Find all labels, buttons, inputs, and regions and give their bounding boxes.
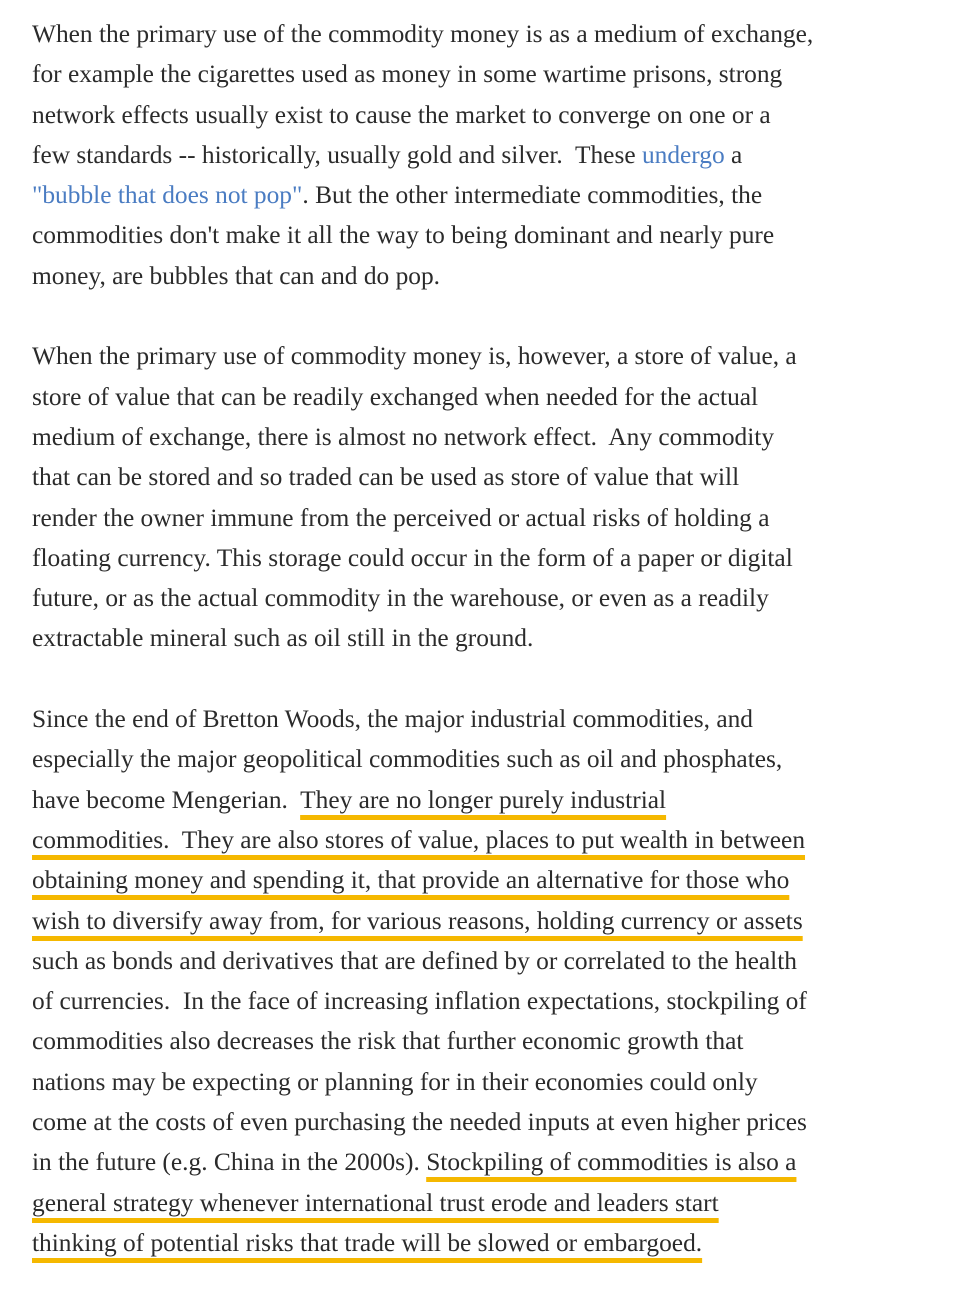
text-line [32,780,952,820]
text-line: When the primary use of the commodity money is as a medium of exchange, [32,20,814,48]
text-line: Since the end of Bretton Woods, the major industrial commodities, and [32,705,753,734]
text-line [32,1142,952,1182]
highlighted-text: thinking of potential risks that trade will be slowed or embargoed. [32,1228,703,1257]
highlighted-text: Stockpiling of commodities is also a [426,1148,797,1177]
text-line: future, or as the actual commodity in the warehouse, or even as a readily [32,584,769,613]
highlighted-text: obtaining money and spending it, that provide an alternative for those who [32,866,790,895]
text-segment: a [724,140,743,169]
text-line [32,175,952,215]
text-line: for example the cigarettes used as money in some wartime prisons, strong [32,60,783,89]
paragraph [32,14,952,296]
inline-link[interactable]: "bubble that does not pop" [32,181,303,210]
text-segment: in the future (e.g. China in the 2000s). [32,1148,427,1177]
text-line: money, are bubbles that can and do pop. [32,261,441,290]
text-line: commodities also decreases the risk that further economic growth that [32,1027,744,1056]
text-segment: few standards -- historically, usually gold and silver. These [32,140,642,169]
text-line: render the owner immune from the perceived or actual risks of holding a [32,503,770,532]
text-line: of currencies. In the face of increasing inflation expectations, stockpiling of [32,987,807,1016]
text-line [32,901,952,941]
text-line: such as bonds and derivatives that are defined by or correlated to the health [32,946,797,975]
highlighted-text: general strategy whenever international trust erode and leaders start [32,1188,719,1217]
text-line: medium of exchange, there is almost no network effect. Any commodity [32,422,775,451]
text-line: floating currency. This storage could occur in the form of a paper or digital [32,543,793,572]
highlighted-text: They are no longer purely industrial [300,785,667,814]
highlighted-text: commodities. They are also stores of value, places to put wealth in between [32,825,806,854]
text-segment: have become Mengerian. [32,785,301,814]
text-line: store of value that can be readily exchanged when needed for the actual [32,382,759,411]
text-line: network effects usually exist to cause the market to converge on one or a [32,100,771,129]
article-body [32,14,952,1304]
paragraph [32,699,952,1263]
text-line: nations may be expecting or planning for in their economies could only [32,1067,758,1096]
text-line [32,1183,952,1223]
text-segment: . But the other intermediate commodities, the [302,181,763,210]
text-line [32,135,952,175]
highlighted-text: wish to diversify away from, for various reasons, holding currency or assets [32,906,803,935]
text-line: extractable mineral such as oil still in the ground. [32,624,534,653]
text-line [32,1223,952,1263]
inline-link[interactable]: undergo [641,140,725,169]
text-line [32,860,952,900]
text-line: especially the major geopolitical commodities such as oil and phosphates, [32,745,783,774]
text-line: commodities don't make it all the way to being dominant and nearly pure [32,221,775,250]
text-line [32,820,952,860]
text-line: When the primary use of commodity money is, however, a store of value, a [32,342,797,371]
text-line: that can be stored and so traded can be used as store of value that will [32,463,740,492]
paragraph [32,336,952,658]
text-line: come at the costs of even purchasing the needed inputs at even higher prices [32,1108,807,1137]
